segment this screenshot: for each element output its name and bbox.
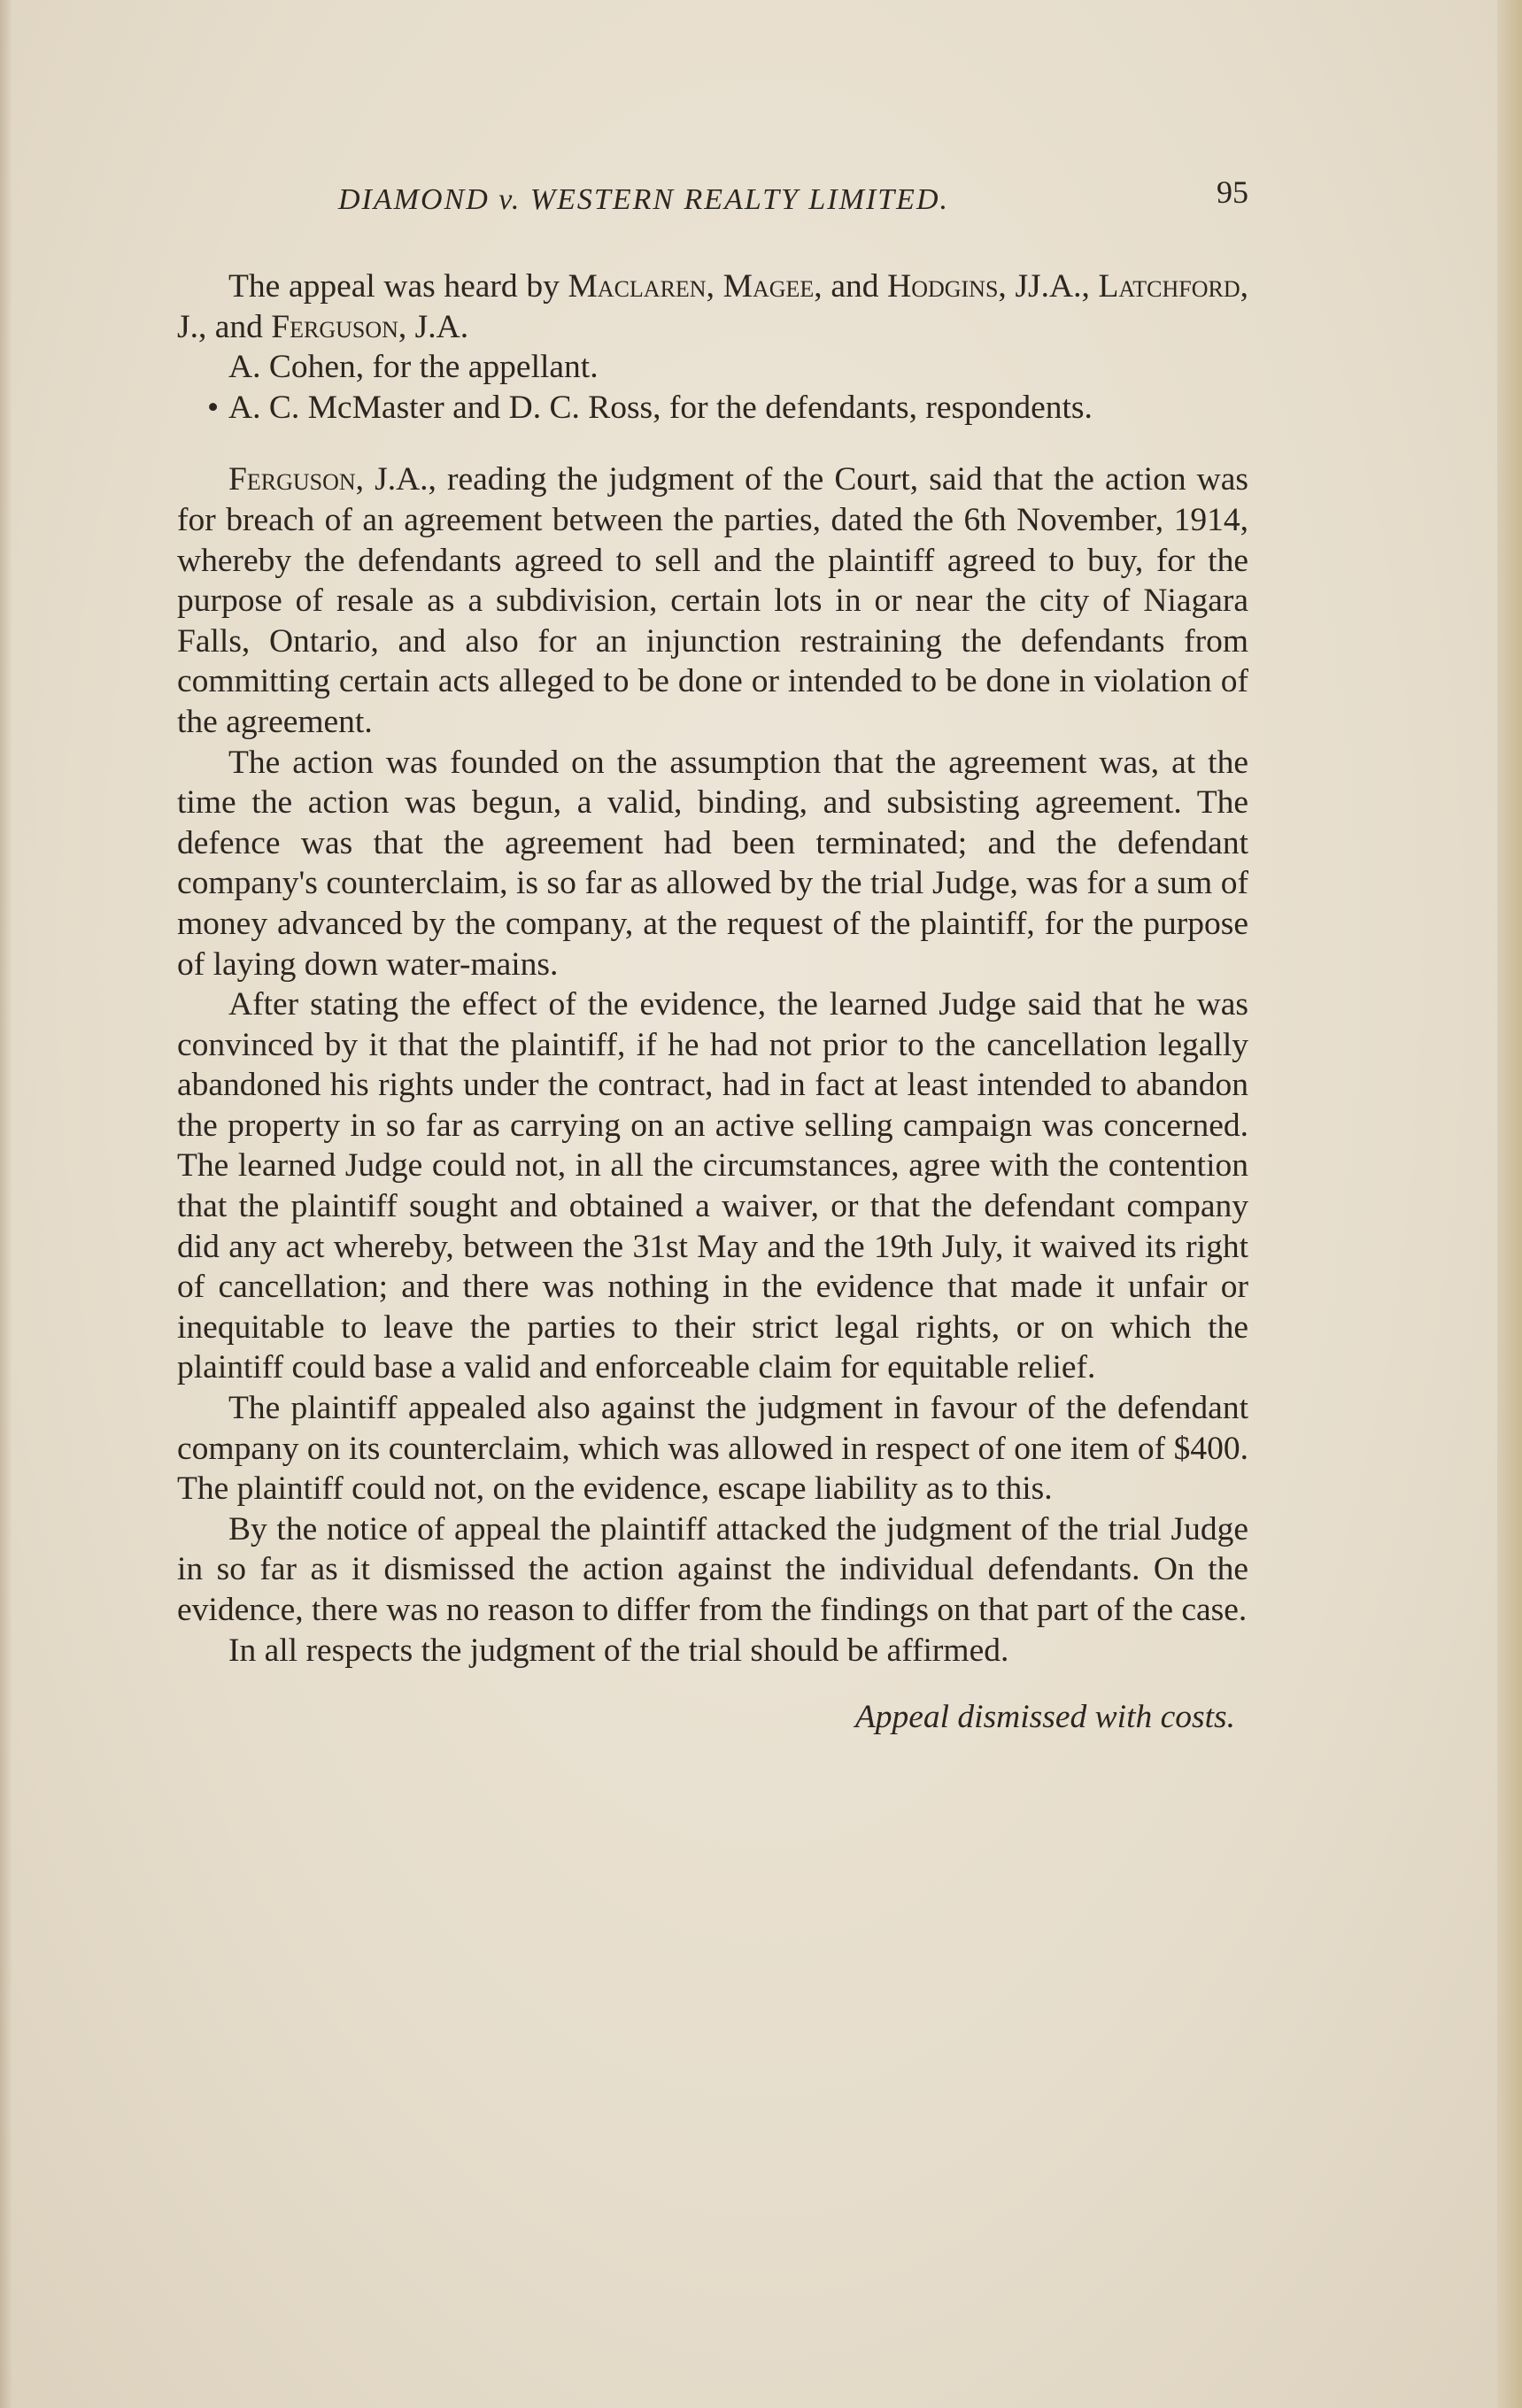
judgment-paragraph-5: By the notice of appeal the plaintiff attacked the judgment of the trial Judge in so far as it dismissed the action against the individual defendants. On the evidence, there was no reason to differ from the findings on that part of the case.	[177, 1510, 1248, 1628]
judge-name: Magee	[722, 268, 815, 305]
running-title: DIAMOND v. WESTERN REALTY LIMITED.	[338, 183, 949, 216]
judgment-paragraph-3: After stating the effect of the evidence, the learned Judge said that he was convinced by it that the plaintiff, if he had not prior to the cancellation legally abandoned his rights under the contract, had in fact at least intended to abandon the property in so far as carrying on an active selling campaign was concerned. The learned Judge could not, in all the circumstances, agree with the contention that the plaintiff sought and obtained a waiver, or that the defendant company did any act whereby, between the 31st May and the 19th July, it waived its right of cancellation; and there was nothing in the evidence that made it unfair or inequitable to leave the parties to their strict legal rights, or on which the plaintiff could base a valid and enforceable claim for equitable relief.	[177, 986, 1248, 1386]
panel-text: The appeal was heard by	[228, 268, 568, 305]
counsel-respondents	[177, 388, 1248, 428]
panel-text: ,	[706, 268, 723, 305]
page-number: 95	[1217, 174, 1248, 210]
judge-name: Maclaren	[568, 268, 707, 305]
judgment-paragraph-2: The action was founded on the assumption that the agreement was, at the time the action was begun, a valid, binding, and subsisting agreement. The defence was that the agreement had been terminated; and the defendant company's counterclaim, is so far as allowed by the trial Judge, was for a sum of money advanced by the company, at the request of the plaintiff, for the purpose of laying down water-mains.	[177, 744, 1248, 983]
judgment-paragraph-4: The plaintiff appealed also against the judgment in favour of the defendant company on its counterclaim, which was allowed in respect of one item of $400. The plaintiff could not, on the evidence, escape liability as to this.	[177, 1390, 1248, 1508]
judgment-paragraph-6: In all respects the judgment of the trial should be affirmed.	[228, 1632, 1009, 1669]
page-text	[177, 173, 1248, 1738]
judge-name: Ferguson	[228, 461, 356, 498]
judge-name: Hodgins	[887, 268, 999, 305]
panel-text: , and	[814, 268, 888, 305]
counsel-respondents-text: A. C. McMaster and D. C. Ross, for the defendants, respondents.	[228, 389, 1093, 426]
judge-name: Latchford	[1098, 268, 1240, 305]
counsel-appellant: A. Cohen, for the appellant.	[228, 349, 599, 386]
panel-paragraph	[177, 266, 1248, 347]
panel-text: JJ.A.,	[1015, 268, 1099, 305]
judge-name: Ferguson	[271, 308, 398, 345]
judgment-paragraph-1	[177, 459, 1248, 742]
panel-text: , J., and	[177, 268, 1249, 345]
disposition: Appeal dismissed with costs.	[854, 1699, 1235, 1736]
page-gutter-shadow	[0, 0, 12, 2408]
page-edge	[1497, 0, 1522, 2408]
panel-text: , J.A.	[398, 308, 469, 345]
panel-text: ,	[998, 268, 1007, 305]
margin-bullet: •	[207, 389, 220, 426]
judgment-text: , J.A., reading the judgment of the Court, said that the action was for breach of an agreement between the parties, dated the 6th November, 1914, whereby the defendants agreed to sell and the plaintiff agreed to buy, for the purpose of resale as a subdivision, certain lots in or near the city of Niagara Falls, Ontario, and also for an injunction restraining the defendants from committing certain acts alleged to be done or intended to be done in violation of the agreement.	[177, 461, 1248, 740]
running-head	[177, 173, 1248, 217]
